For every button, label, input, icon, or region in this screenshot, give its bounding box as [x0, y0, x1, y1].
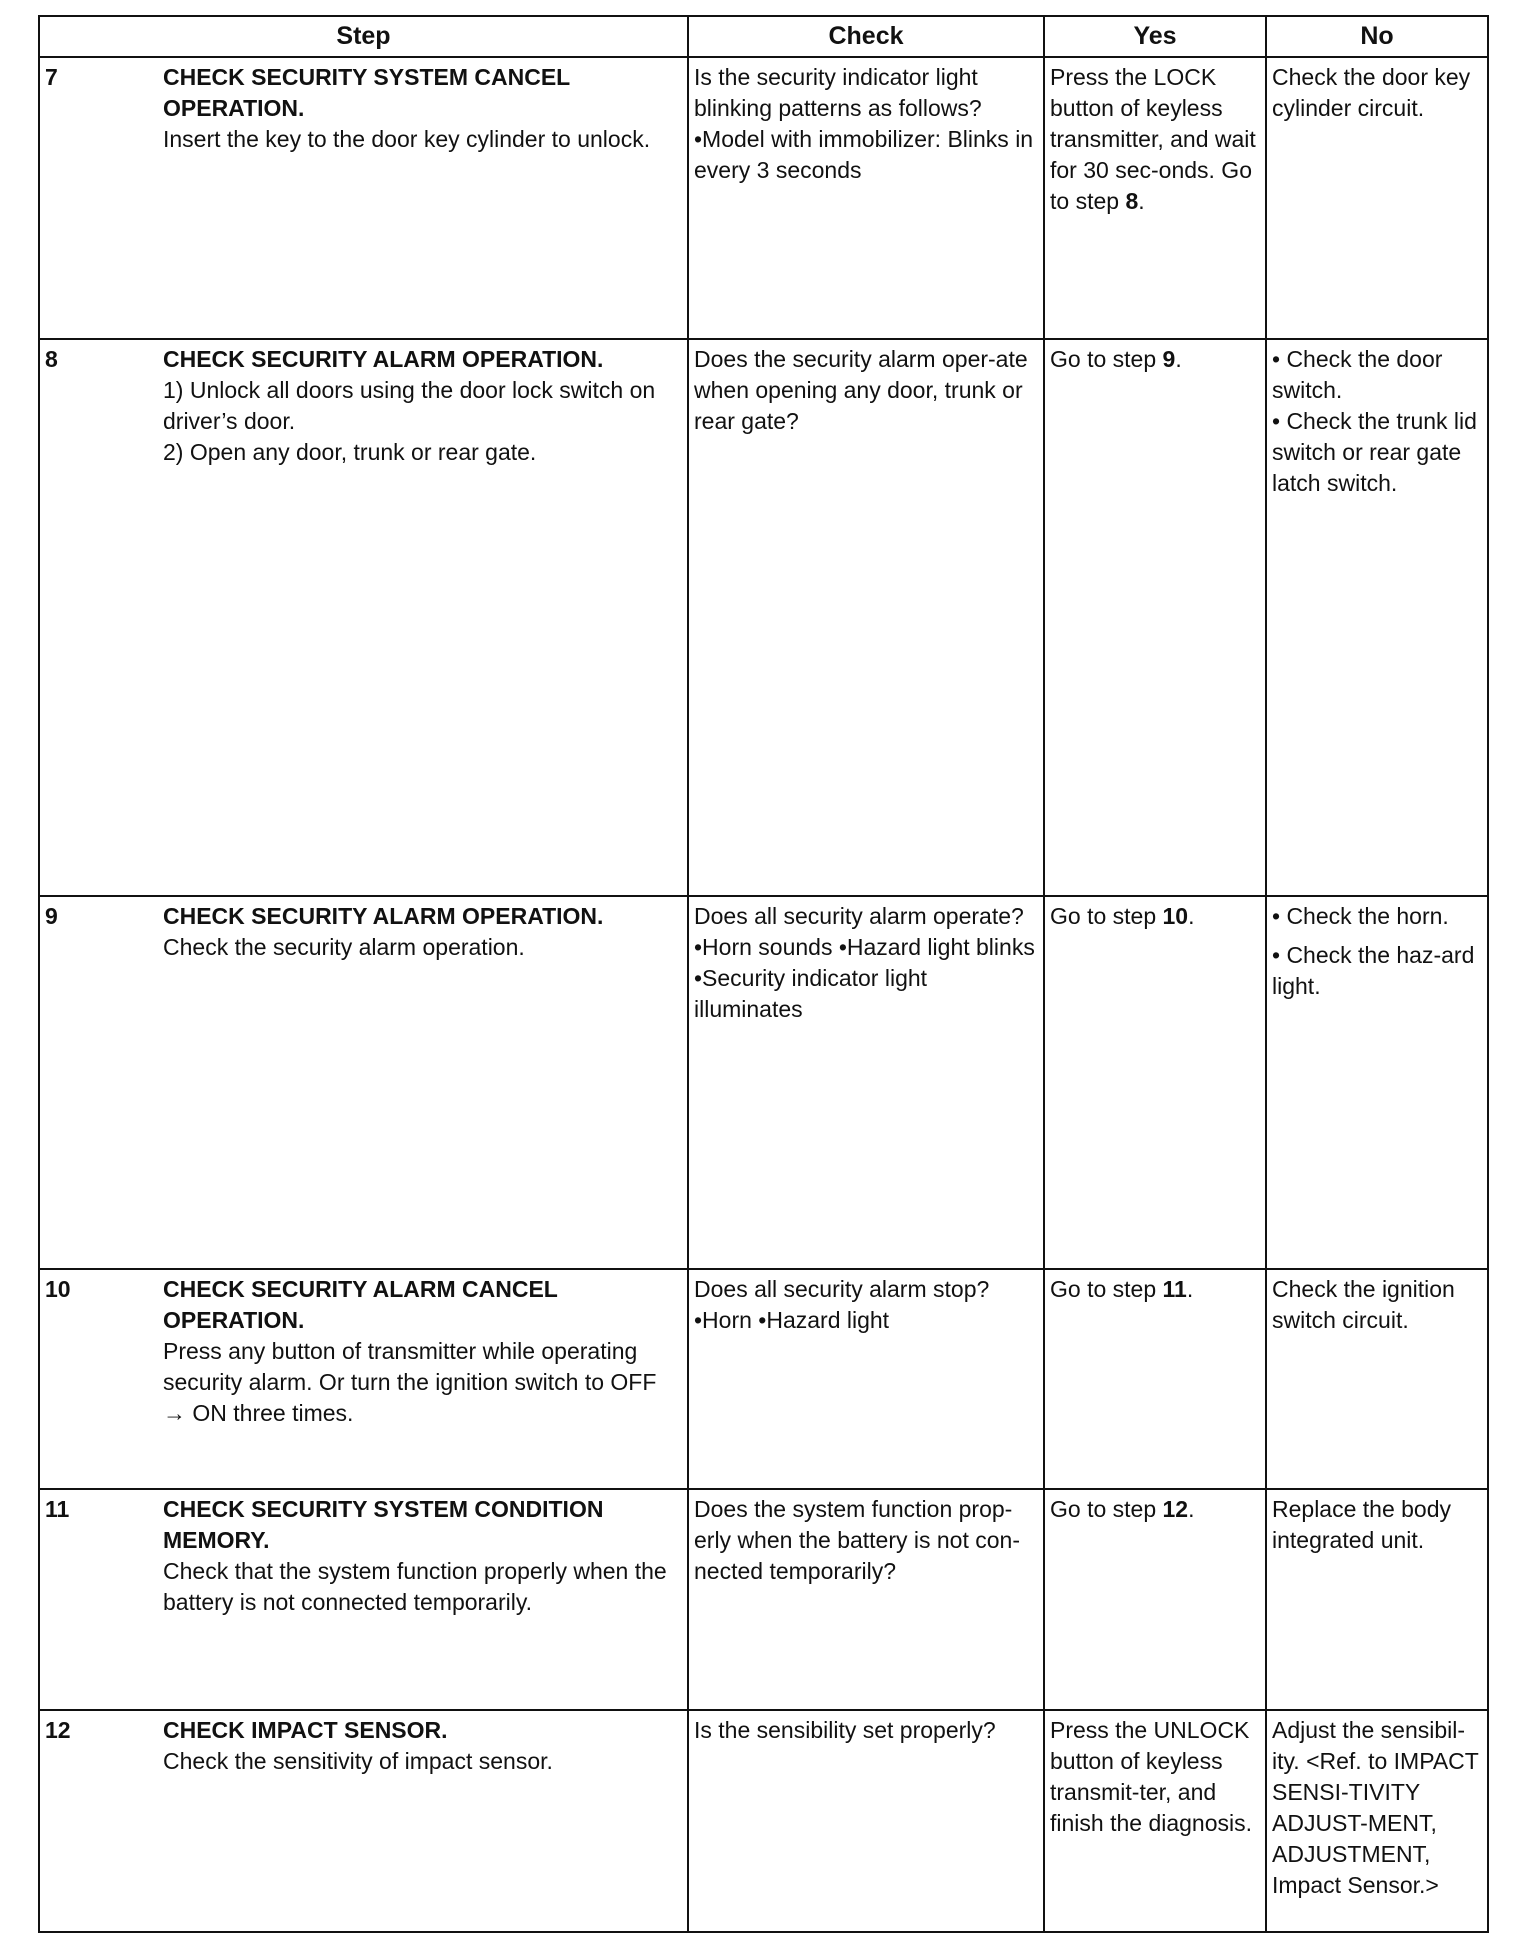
yes-cell	[1044, 1710, 1266, 1932]
header-row	[39, 16, 1488, 57]
no-cell	[1266, 339, 1488, 896]
step-cell	[39, 896, 688, 1269]
check-cell	[688, 339, 1044, 896]
step-reference: 9	[1162, 346, 1176, 372]
step-instruction: 2) Open any door, trunk or rear gate.	[163, 439, 537, 465]
check-text: Does the system function prop-erly when the battery is not con-nected temporarily?	[694, 1496, 1020, 1584]
yes-cell: Go to step 9.	[1044, 339, 1266, 896]
step-reference: 10	[1162, 903, 1189, 929]
step-instruction: Check that the system function properly when the battery is not connected temporarily.	[163, 1558, 667, 1615]
table-row	[39, 1269, 1488, 1489]
yes-cell: Go to step 12.	[1044, 1489, 1266, 1710]
step-number: 12	[45, 1717, 71, 1743]
no-cell	[1266, 1269, 1488, 1489]
yes-cell: Press the LOCK button of keyless transmitter, and wait for 30 sec-onds. Go to step 8.	[1044, 57, 1266, 339]
no-text: Adjust the sensibil-ity. <Ref. to IMPACT SENSI-TIVITY ADJUST-MENT, ADJUSTMENT, Impact Sensor.>	[1272, 1717, 1479, 1898]
step-title: CHECK SECURITY ALARM CANCEL OPERATION.	[163, 1276, 558, 1333]
step-instruction: Insert the key to the door key cylinder to unlock.	[163, 126, 651, 152]
step-title: CHECK SECURITY SYSTEM CONDITION MEMORY.	[163, 1496, 604, 1553]
table-row	[39, 57, 1488, 339]
yes-text: Go to step	[1050, 903, 1163, 929]
table-row	[39, 339, 1488, 896]
check-text: Is the sensibility set properly?	[694, 1717, 996, 1743]
yes-text: Go to step	[1050, 1276, 1163, 1302]
step-instruction: Press any button of transmitter while operating security alarm. Or turn the ignition switch to OFF → ON three times.	[163, 1338, 657, 1426]
check-text: Does all security alarm operate?	[694, 903, 1024, 929]
step-instruction: 1) Unlock all doors using the door lock switch on driver’s door.	[163, 377, 656, 434]
step-instruction: Check the security alarm operation.	[163, 934, 525, 960]
yes-cell: Go to step 11.	[1044, 1269, 1266, 1489]
step-title: CHECK IMPACT SENSOR.	[163, 1717, 448, 1743]
check-cell	[688, 896, 1044, 1269]
no-cell	[1266, 57, 1488, 339]
step-title: CHECK SECURITY SYSTEM CANCEL OPERATION.	[163, 64, 570, 121]
check-cell	[688, 57, 1044, 339]
header-step: Step	[39, 16, 688, 57]
check-text: •Horn •Hazard light	[694, 1307, 890, 1333]
step-cell	[39, 339, 688, 896]
step-reference: 8	[1125, 188, 1139, 214]
step-number: 8	[45, 346, 58, 372]
no-text: Check the ignition switch circuit.	[1272, 1276, 1455, 1333]
step-cell	[39, 1269, 688, 1489]
no-cell	[1266, 1489, 1488, 1710]
header-no: No	[1266, 16, 1488, 57]
step-reference: 11	[1162, 1276, 1187, 1302]
no-text: • Check the trunk lid switch or rear gate latch switch.	[1272, 408, 1477, 496]
no-text: • Check the door switch.	[1272, 346, 1443, 403]
check-cell	[688, 1710, 1044, 1932]
table-row	[39, 1489, 1488, 1710]
no-cell	[1266, 1710, 1488, 1932]
check-text: Is the security indicator light blinking patterns as follows?	[694, 64, 982, 121]
step-cell	[39, 57, 688, 339]
check-text: •Security indicator light illuminates	[694, 965, 928, 1022]
no-text: • Check the haz-ard light.	[1272, 942, 1475, 999]
step-cell	[39, 1710, 688, 1932]
diagnostic-table	[38, 15, 1489, 1933]
step-number: 9	[45, 903, 58, 929]
check-text: •Horn sounds •Hazard light blinks	[694, 934, 1035, 960]
step-reference: 12	[1162, 1496, 1189, 1522]
step-title: CHECK SECURITY ALARM OPERATION.	[163, 903, 604, 929]
step-number: 10	[45, 1276, 71, 1302]
yes-cell: Go to step 10.	[1044, 896, 1266, 1269]
step-title: CHECK SECURITY ALARM OPERATION.	[163, 346, 604, 372]
step-instruction: Check the sensitivity of impact sensor.	[163, 1748, 553, 1774]
header-check: Check	[688, 16, 1044, 57]
no-text: • Check the horn.	[1272, 903, 1449, 929]
yes-text: Go to step	[1050, 346, 1163, 372]
no-cell	[1266, 896, 1488, 1269]
table-row	[39, 1710, 1488, 1932]
check-text: Does the security alarm oper-ate when opening any door, trunk or rear gate?	[694, 346, 1028, 434]
step-cell	[39, 1489, 688, 1710]
table-row	[39, 896, 1488, 1269]
yes-text: Go to step	[1050, 1496, 1163, 1522]
yes-text: Press the LOCK button of keyless transmitter, and wait for 30 sec-onds. Go to step	[1050, 64, 1256, 214]
yes-text: Press the UNLOCK button of keyless transmit-ter, and finish the diagnosis.	[1050, 1717, 1253, 1836]
check-cell	[688, 1489, 1044, 1710]
header-yes: Yes	[1044, 16, 1266, 57]
step-number: 11	[45, 1496, 70, 1522]
no-text: Check the door key cylinder circuit.	[1272, 64, 1471, 121]
no-text: Replace the body integrated unit.	[1272, 1496, 1452, 1553]
check-cell	[688, 1269, 1044, 1489]
step-number: 7	[45, 64, 58, 90]
check-text: Does all security alarm stop?	[694, 1276, 990, 1302]
check-text: •Model with immobilizer: Blinks in every 3 seconds	[694, 126, 1034, 183]
